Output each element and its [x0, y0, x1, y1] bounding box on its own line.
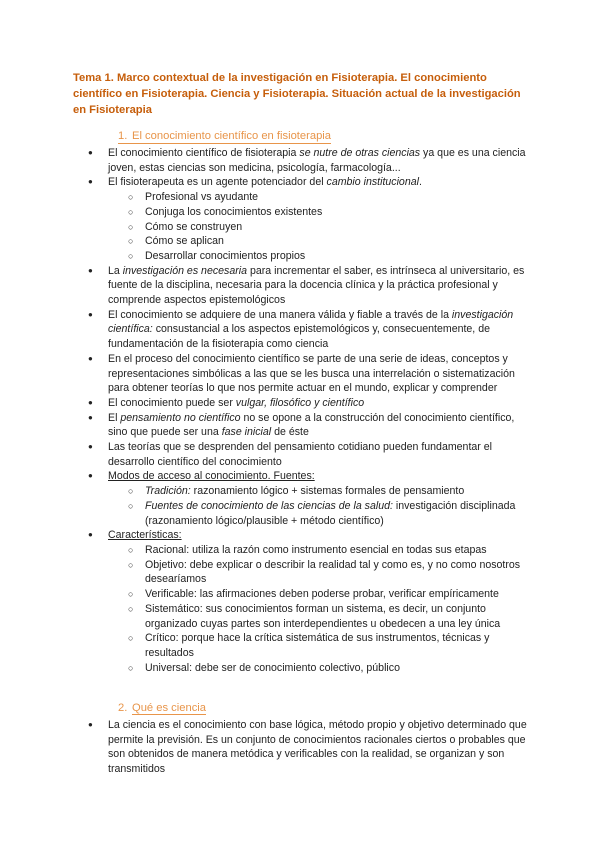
sub-list-item: ○ Racional: utiliza la razón como instrumento esencial en todas sus etapas [0, 543, 530, 558]
section-1-heading [118, 130, 331, 144]
list-item: ● El pensamiento no científico no se opone a la construcción del conocimiento científico, sino que puede ser una fase inicial de éste [0, 411, 528, 440]
sub-list-item: ○ Conjuga los conocimientos existentes [0, 205, 530, 220]
section-2-heading [118, 702, 206, 715]
list-item [0, 528, 528, 543]
characteristics-label: Características: [108, 529, 182, 542]
section-2-number: 2. [118, 702, 128, 714]
section-1-list [0, 146, 600, 675]
sub-list-item: ○ Tradición: razonamiento lógico + sistemas formales de pensamiento [0, 484, 530, 499]
list-item: ● La investigación es necesaria para incrementar el saber, es intrínseca al universitario, es fuente de la disciplina, necesaria para la docencia clínica y la práctica profesional y comprende aspectos epistemológicos [0, 264, 528, 308]
section-2-heading-text: Qué es ciencia [132, 702, 207, 714]
sub-list-item: ○ Cómo se aplican [0, 234, 530, 249]
sub-list-item: ○ Crítico: porque hace la crítica sistemática de sus instrumentos, técnicas y resultados [0, 631, 530, 660]
sub-list-item: ○ Fuentes de conocimiento de las ciencias de la salud: investigación disciplinada (razonamiento lógico/plausible + método científico) [0, 499, 530, 528]
sub-list-item: ○ Universal: debe ser de conocimiento colectivo, público [0, 661, 530, 676]
list-item: ● El conocimiento científico de fisioterapia se nutre de otras ciencias ya que es una ciencia joven, estas ciencias son medicina, psicología, farmacología... [0, 146, 528, 175]
sub-list-item: ○ Sistemático: sus conocimientos forman un sistema, es decir, un conjunto organizado cuyas partes son interdependientes u obedecen a una ley única [0, 602, 530, 631]
sub-list-item: ○ Profesional vs ayudante [0, 190, 530, 205]
document-title: Tema 1. Marco contextual de la investigación en Fisioterapia. El conocimiento científico en Fisioterapia. Ciencia y Fisioterapia. Situación actual de la investigación en Fisioterapia [73, 72, 521, 116]
section-1-number: 1. [118, 130, 128, 142]
section-1-heading-text: El conocimiento científico en fisioterapia [132, 130, 331, 142]
sub-list-item: ○ Objetivo: debe explicar o describir la realidad tal y como es, y no como nosotros desearíamos [0, 558, 530, 587]
access-modes-label: Modos de acceso al conocimiento. Fuentes: [108, 470, 315, 483]
list-item: ● El fisioterapeuta es un agente potenciador del cambio institucional. [0, 175, 528, 190]
list-item: ● La ciencia es el conocimiento con base lógica, método propio y objetivo determinado que permite la previsión. Es un conjunto de conocimientos racionales ciertos o probables que son obtenidos de manera metódica y verificables con la realidad, se organizan y son transmitidos [0, 718, 528, 777]
list-item: ● El conocimiento se adquiere de una manera válida y fiable a través de la investigación científica: consustancial a los aspectos epistemológicos y, consecuentemente, de fundamentación de la fisioterapia como ciencia [0, 308, 528, 352]
list-item: ● Las teorías que se desprenden del pensamiento cotidiano pueden fundamentar el desarrollo científico del conocimiento [0, 440, 528, 469]
list-item: ● En el proceso del conocimiento científico se parte de una serie de ideas, conceptos y representaciones simbólicas a las que se les busca una interrelación o sistematización para obtener teorías lo que nos permite actuar en el mundo, explicar y comprender [0, 352, 528, 396]
sub-list-item: ○ Desarrollar conocimientos propios [0, 249, 530, 264]
section-2-list [0, 718, 600, 777]
list-item [0, 469, 528, 484]
sub-list-item: ○ Verificable: las afirmaciones deben poderse probar, verificar empíricamente [0, 587, 530, 602]
list-item: ● El conocimiento puede ser vulgar, filosófico y científico [0, 396, 528, 411]
sub-list-item: ○ Cómo se construyen [0, 220, 530, 235]
